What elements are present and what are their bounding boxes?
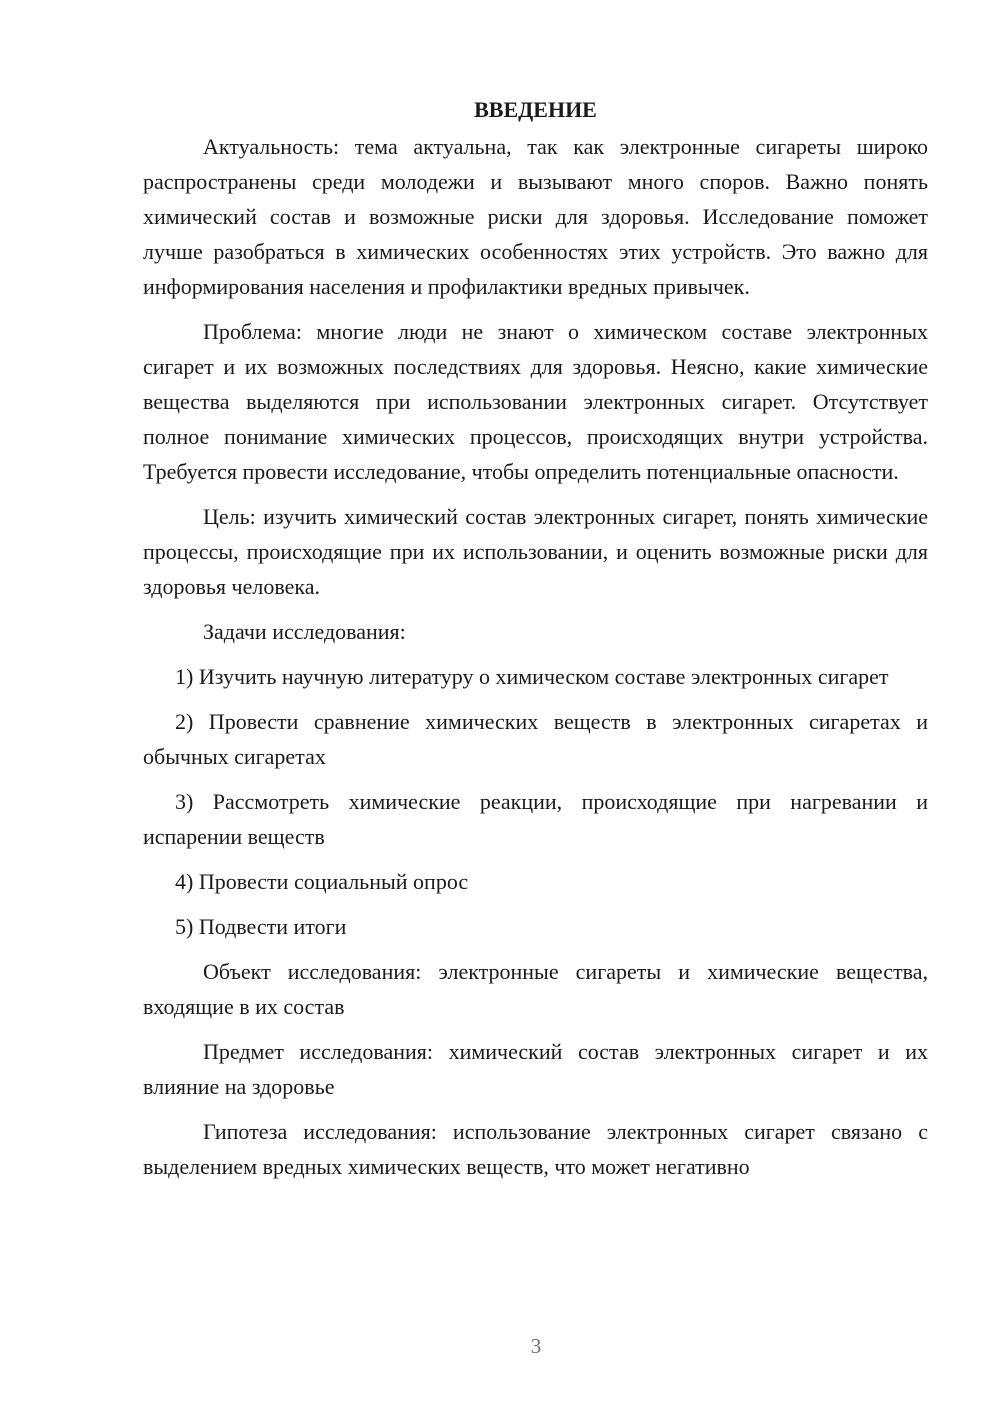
tasks-heading: Задачи исследования: bbox=[203, 619, 406, 644]
task-item-4: 4) Провести социальный опрос bbox=[175, 869, 469, 894]
task-item-5: 5) Подвести итоги bbox=[175, 914, 347, 939]
subject-paragraph: Предмет исследования: химический состав электронных сигарет и их влияние на здоровье bbox=[143, 1039, 928, 1099]
page-number: 3 bbox=[530, 1334, 542, 1358]
object-paragraph: Объект исследования: электронные сигареты и химические вещества, входящие в их состав bbox=[143, 959, 928, 1019]
hypothesis-paragraph: Гипотеза исследования: использование электронных сигарет связано с выделением вредных химических веществ, что может негативно bbox=[143, 1119, 928, 1179]
task-item-3: 3) Рассмотреть химические реакции, происходящие при нагревании и испарении веществ bbox=[143, 789, 928, 849]
goal-paragraph: Цель: изучить химический состав электронных сигарет, понять химические процессы, происходящие при их использовании, и оценить возможные риски для здоровья человека. bbox=[143, 504, 928, 599]
page-title: ВВЕДЕНИЕ bbox=[474, 97, 597, 122]
problem-paragraph: Проблема: многие люди не знают о химическом составе электронных сигарет и их возможных последствиях для здоровья. Неясно, какие химические вещества выделяются при использовании электронных сигарет. Отсутствует полное понимание химических процессов, происходящих внутри устройства. Требуется провести исследование, чтобы определить потенциальные опасности. bbox=[143, 319, 928, 484]
task-item-1: 1) Изучить научную литературу о химическом составе электронных сигарет bbox=[175, 664, 889, 689]
relevance-paragraph: Актуальность: тема актуальна, так как электронные сигареты широко распространены среди молодежи и вызывают много споров. Важно понять химический состав и возможные риски для здоровья. Исследование поможет лучше разобраться в химических особенностях этих устройств. Это важно для информирования населения и профилактики вредных привычек. bbox=[143, 134, 928, 299]
task-item-2: 2) Провести сравнение химических веществ в электронных сигаретах и обычных сигаретах bbox=[143, 709, 928, 769]
document-page bbox=[143, 92, 928, 1194]
